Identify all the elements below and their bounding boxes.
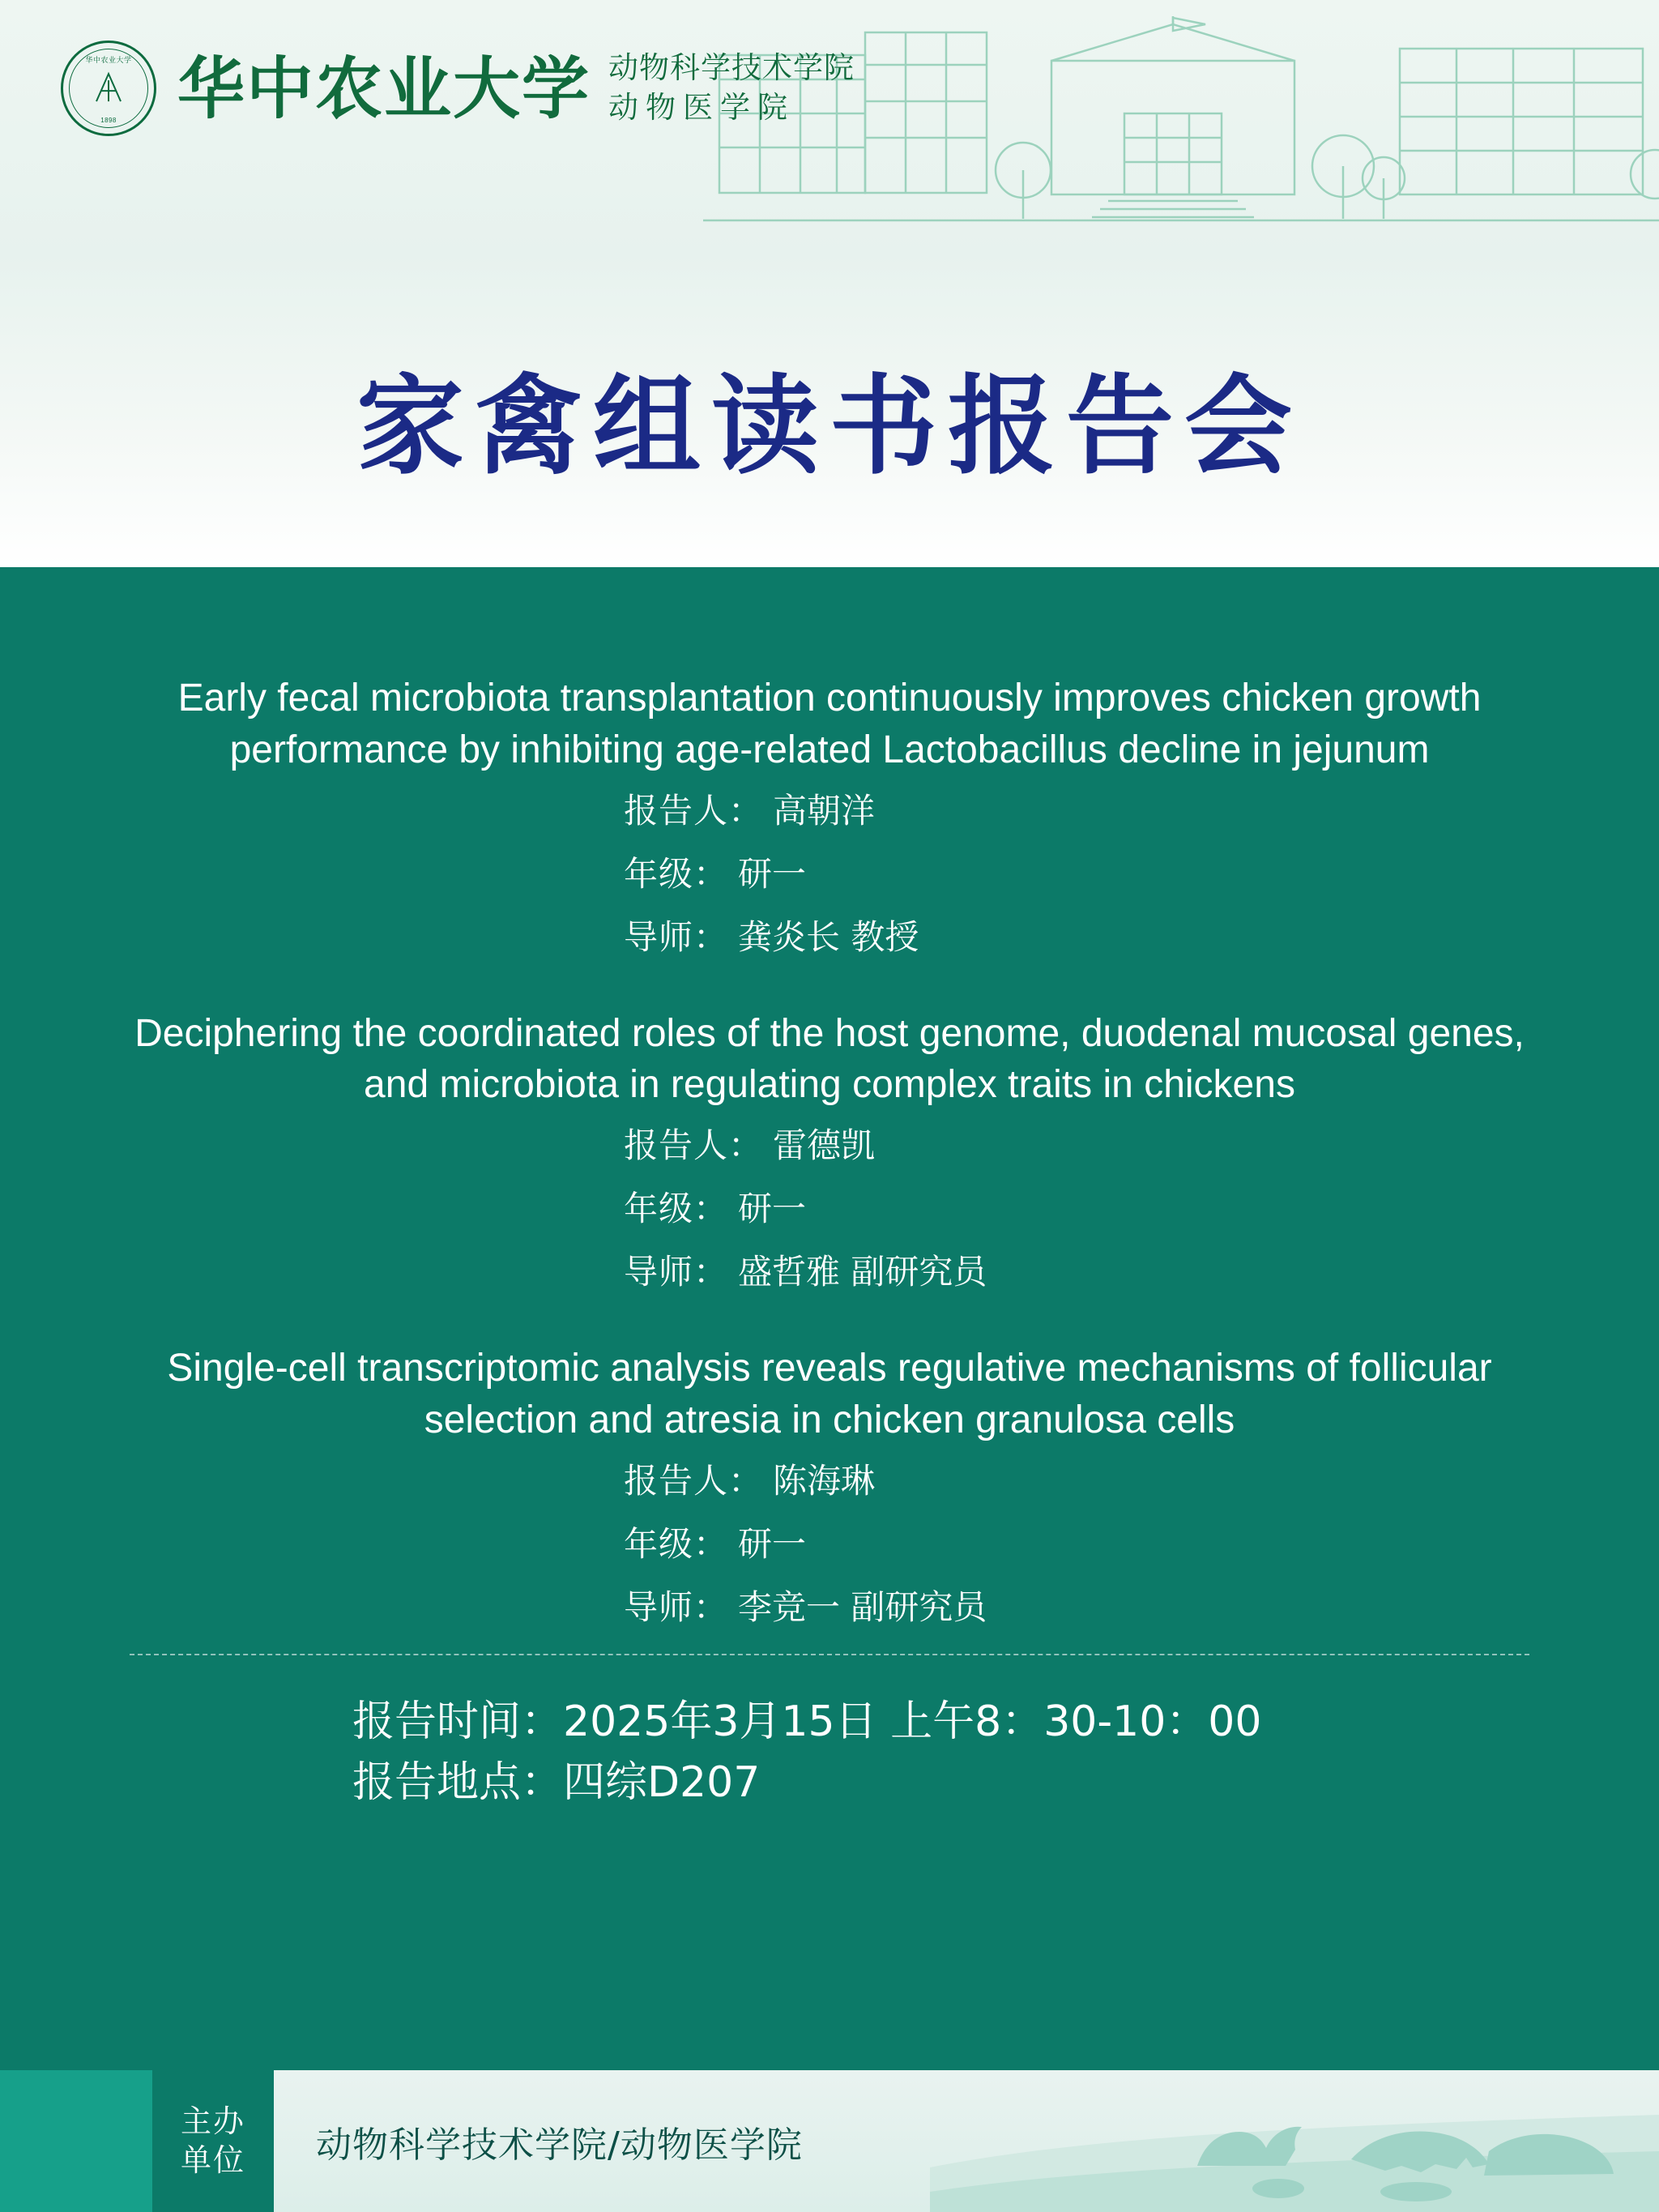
advisor-value: 李竞一 副研究员 — [738, 1586, 987, 1627]
university-crest-icon — [61, 41, 156, 136]
advisor-value: 龚炎长 教授 — [738, 916, 919, 957]
advisor-row — [624, 916, 1659, 957]
crest-bottom-text: 1898 — [100, 117, 117, 124]
host-tag-line-1: 主办 — [180, 2103, 245, 2139]
speaker-row — [624, 790, 1659, 831]
talk-entry — [0, 1318, 1659, 1625]
grade-label: 年级： — [624, 1189, 729, 1229]
speaker-label: 报告人： — [624, 1460, 764, 1501]
poster-body — [0, 567, 1659, 2070]
talk-title: Single-cell transcriptomic analysis reveals regulative mechanisms of follicular selection and atresia in chicken granulosa cells — [167, 1347, 1492, 1442]
grade-row — [624, 853, 1659, 894]
footer-accent-strip — [0, 2070, 152, 2212]
speaker-value: 陈海琳 — [773, 1460, 876, 1501]
grade-value: 研一 — [738, 853, 807, 894]
talk-title: Deciphering the coordinated roles of the host genome, duodenal mucosal genes, and microbiota in regulating complex traits in chickens — [134, 1011, 1525, 1107]
farm-animals-silhouette-icon — [930, 2070, 1659, 2212]
event-details — [0, 1692, 1659, 1814]
host-tag-line-2: 单位 — [180, 2142, 245, 2178]
grade-label: 年级： — [624, 853, 729, 894]
event-time: 报告时间：2025年3月15日 上午8：30-10：00 — [352, 1697, 1262, 1746]
college-line-1: 动物科学技术学院 — [608, 50, 855, 86]
college-names — [608, 50, 855, 125]
grade-row — [624, 1189, 1659, 1229]
section-divider — [130, 1654, 1529, 1655]
host-name: 动物科学技术学院/动物医学院 — [316, 2124, 803, 2166]
talk-entry — [0, 984, 1659, 1290]
crest-top-text: 华中农业大学 — [85, 57, 132, 65]
speaker-label: 报告人： — [624, 1125, 764, 1166]
advisor-label: 导师： — [624, 1252, 729, 1292]
speaker-label: 报告人： — [624, 790, 764, 831]
talk-title: Early fecal microbiota transplantation continuously improves chicken growth performance by inhibiting age-related Lactobacillus decline in jejunum — [177, 677, 1482, 771]
talk-meta — [0, 1460, 1659, 1627]
advisor-value: 盛哲雅 副研究员 — [738, 1252, 987, 1292]
speaker-row — [624, 1460, 1659, 1501]
poster-header — [0, 0, 1659, 567]
host-tag — [152, 2070, 274, 2212]
university-branding — [61, 41, 855, 136]
grade-row — [624, 1523, 1659, 1564]
speaker-value: 高朝洋 — [773, 790, 876, 831]
talk-entry — [0, 567, 1659, 957]
speaker-row — [624, 1125, 1659, 1166]
advisor-row — [624, 1586, 1659, 1627]
grade-value: 研一 — [738, 1523, 807, 1564]
grade-label: 年级： — [624, 1523, 729, 1564]
advisor-row — [624, 1252, 1659, 1292]
crest-emblem-icon — [90, 69, 127, 106]
university-name: 华中农业大学 — [177, 49, 591, 128]
grade-value: 研一 — [738, 1189, 807, 1229]
page-title: 家禽组读书报告会 — [356, 365, 1303, 489]
speaker-value: 雷德凯 — [773, 1125, 876, 1166]
event-place: 报告地点：四综D207 — [352, 1758, 761, 1808]
advisor-label: 导师： — [624, 916, 729, 957]
college-line-2: 动物医学院 — [608, 90, 795, 125]
poster-footer — [0, 2070, 1659, 2212]
advisor-label: 导师： — [624, 1586, 729, 1627]
talk-meta — [0, 790, 1659, 957]
talk-meta — [0, 1125, 1659, 1292]
